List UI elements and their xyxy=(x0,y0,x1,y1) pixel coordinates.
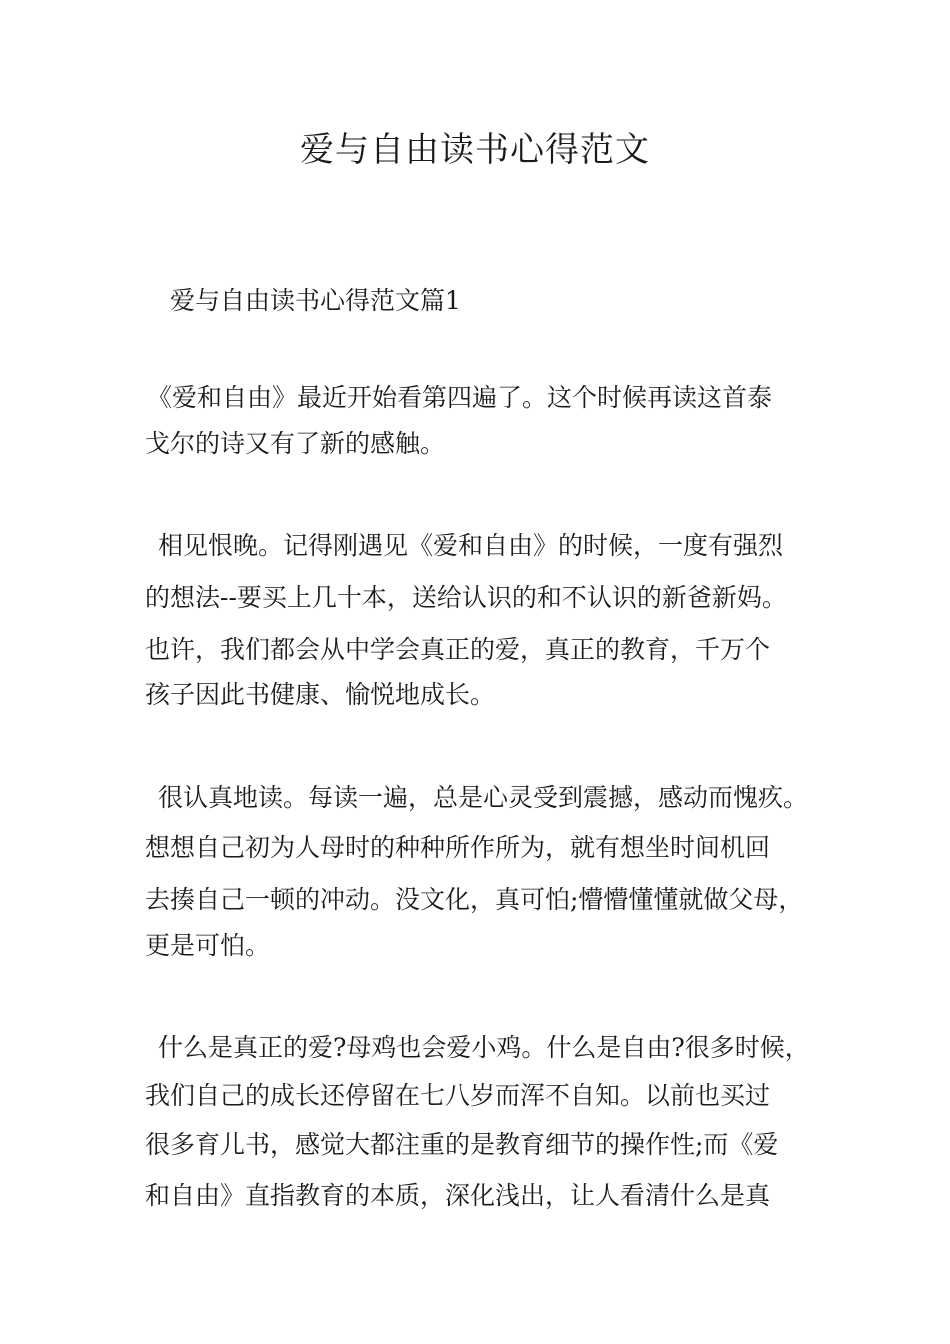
paragraph-2-line-3: 也许，我们都会从中学会真正的爱，真正的教育，千万个 xyxy=(145,635,771,664)
paragraph-4-line-4: 和自由》直指教育的本质，深化浅出，让人看清什么是真 xyxy=(145,1181,771,1210)
paragraph-3-line-1: 很认真地读。每读一遍，总是心灵受到震撼，感动而愧疚。 xyxy=(158,783,809,812)
document-title: 爱与自由读书心得范文 xyxy=(300,130,650,170)
paragraph-2-line-4: 孩子因此书健康、愉悦地成长。 xyxy=(145,680,496,709)
paragraph-4-line-3: 很多育儿书，感觉大都注重的是教育细节的操作性;而《爱 xyxy=(145,1130,779,1159)
paragraph-1-line-1: 《爱和自由》最近开始看第四遍了。这个时候再读这首泰 xyxy=(147,383,773,412)
paragraph-2-line-1: 相见恨晚。记得刚遇见《爱和自由》的时候，一度有强烈 xyxy=(158,531,784,560)
section-heading: 爱与自由读书心得范文篇1 xyxy=(170,286,461,315)
paragraph-3-line-2: 想想自己初为人母时的种种所作所为，就有想坐时间机回 xyxy=(145,833,771,862)
paragraph-4-line-1: 什么是真正的爱?母鸡也会爱小鸡。什么是自由?很多时候， xyxy=(158,1033,810,1062)
paragraph-1-line-2: 戈尔的诗又有了新的感触。 xyxy=(145,429,446,458)
paragraph-3-line-3: 去揍自己一顿的冲动。没文化，真可怕;懵懵懂懂就做父母， xyxy=(145,885,804,914)
paragraph-2-line-2: 的想法--要买上几十本，送给认识的和不认识的新爸新妈。 xyxy=(145,583,787,612)
paragraph-4-line-2: 我们自己的成长还停留在七八岁而浑不自知。以前也买过 xyxy=(145,1081,771,1110)
paragraph-3-line-4: 更是可怕。 xyxy=(145,931,271,960)
